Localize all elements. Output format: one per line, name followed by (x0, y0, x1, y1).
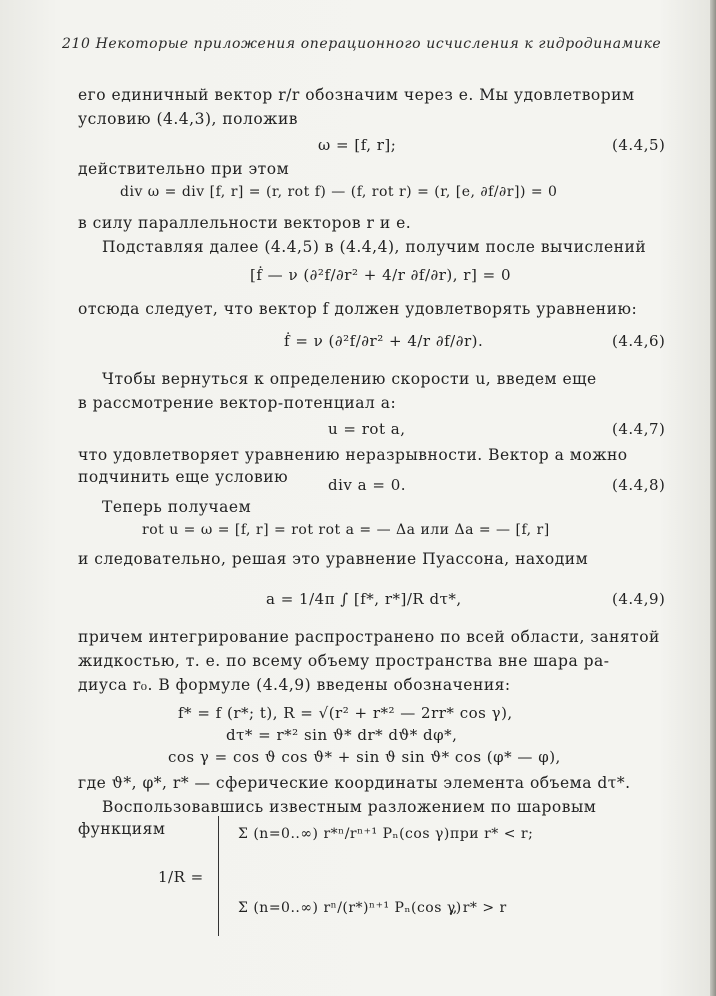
series-case-top: Σ (n=0..∞) r*ⁿ/rⁿ⁺¹ Pₙ(cos γ) (238, 826, 450, 842)
equation: ω = [f, r]; (318, 136, 397, 154)
text-line: Чтобы вернуться к определению скорости u, введем еще (102, 370, 597, 388)
equation: ḟ = ν (∂²f/∂r² + 4/r ∂f/∂r). (284, 332, 484, 350)
text-line: что удовлетворяет уравнению неразрывности. Вектор a можно (78, 446, 628, 464)
text-line: где ϑ*, φ*, r* — сферические координаты элемента объема dτ*. (78, 774, 631, 792)
running-header: 210 Некоторые приложения операционного исчисления к гидродинамике (62, 36, 662, 52)
equation: cos γ = cos ϑ cos ϑ* + sin ϑ sin ϑ* cos (φ* — φ), (168, 748, 561, 766)
text-line: в рассмотрение вектор-потенциал a: (78, 394, 397, 412)
equation: u = rot a, (328, 420, 406, 438)
equation-number: (4.4,9) (612, 590, 666, 608)
equation-number: (4.4,8) (612, 476, 666, 494)
equation-number: (4.4,6) (612, 332, 666, 350)
text-line: в силу параллельности векторов r и e. (78, 214, 412, 232)
equation: [ḟ — ν (∂²f/∂r² + 4/r ∂f/∂r), r] = 0 (250, 266, 511, 284)
equation-number: (4.4,5) (612, 136, 666, 154)
equation: div ω = div [f, r] = (r, rot f) — (f, rot r) = (r, [e, ∂f/∂r]) = 0 (120, 184, 558, 200)
text-line: отсюда следует, что вектор f должен удовлетворять уравнению: (78, 300, 638, 318)
equation: f* = f (r*; t), R = √(r² + r*² — 2rr* cos γ), (178, 704, 513, 722)
equation: div a = 0. (328, 476, 407, 494)
curly-brace (218, 816, 237, 936)
text-line: Теперь получаем (102, 498, 252, 516)
equation: a = 1/4π ∫ [f*, r*]/R dτ*, (266, 590, 462, 608)
equation-number: (4.4,7) (612, 420, 666, 438)
equation: dτ* = r*² sin ϑ* dr* dϑ* dφ*, (226, 726, 458, 744)
text-line: его единичный вектор r/r обозначим через e. Мы удовлетворим (78, 86, 635, 104)
text-line: подчинить еще условию (78, 468, 289, 486)
text-line: жидкостью, т. е. по всему объему пространства вне шара ра- (78, 652, 610, 670)
series-condition-bottom: „ r* > r (450, 900, 507, 916)
text-line: условию (4.4,3), положив (78, 110, 299, 128)
text-line: функциям (78, 820, 166, 838)
equation-lhs: 1/R = (158, 868, 204, 886)
text-line: и следовательно, решая это уравнение Пуассона, находим (78, 550, 589, 568)
text-line: действительно при этом (78, 160, 290, 178)
text-line: диуса r₀. В формуле (4.4,9) введены обозначения: (78, 676, 511, 694)
text-line: причем интегрирование распространено по всей области, занятой (78, 628, 660, 646)
series-case-bottom: Σ (n=0..∞) rⁿ/(r*)ⁿ⁺¹ Pₙ(cos γ) (238, 900, 462, 916)
series-condition-top: при r* < r; (450, 826, 534, 842)
text-line: Подставляя далее (4.4,5) в (4.4,4), получим после вычислений (102, 238, 647, 256)
text-line: Воспользовавшись известным разложением по шаровым (102, 798, 597, 816)
equation: rot u = ω = [f, r] = rot rot a = — Δa или Δa = — [f, r] (142, 522, 550, 538)
page-edge-shadow (710, 0, 716, 996)
